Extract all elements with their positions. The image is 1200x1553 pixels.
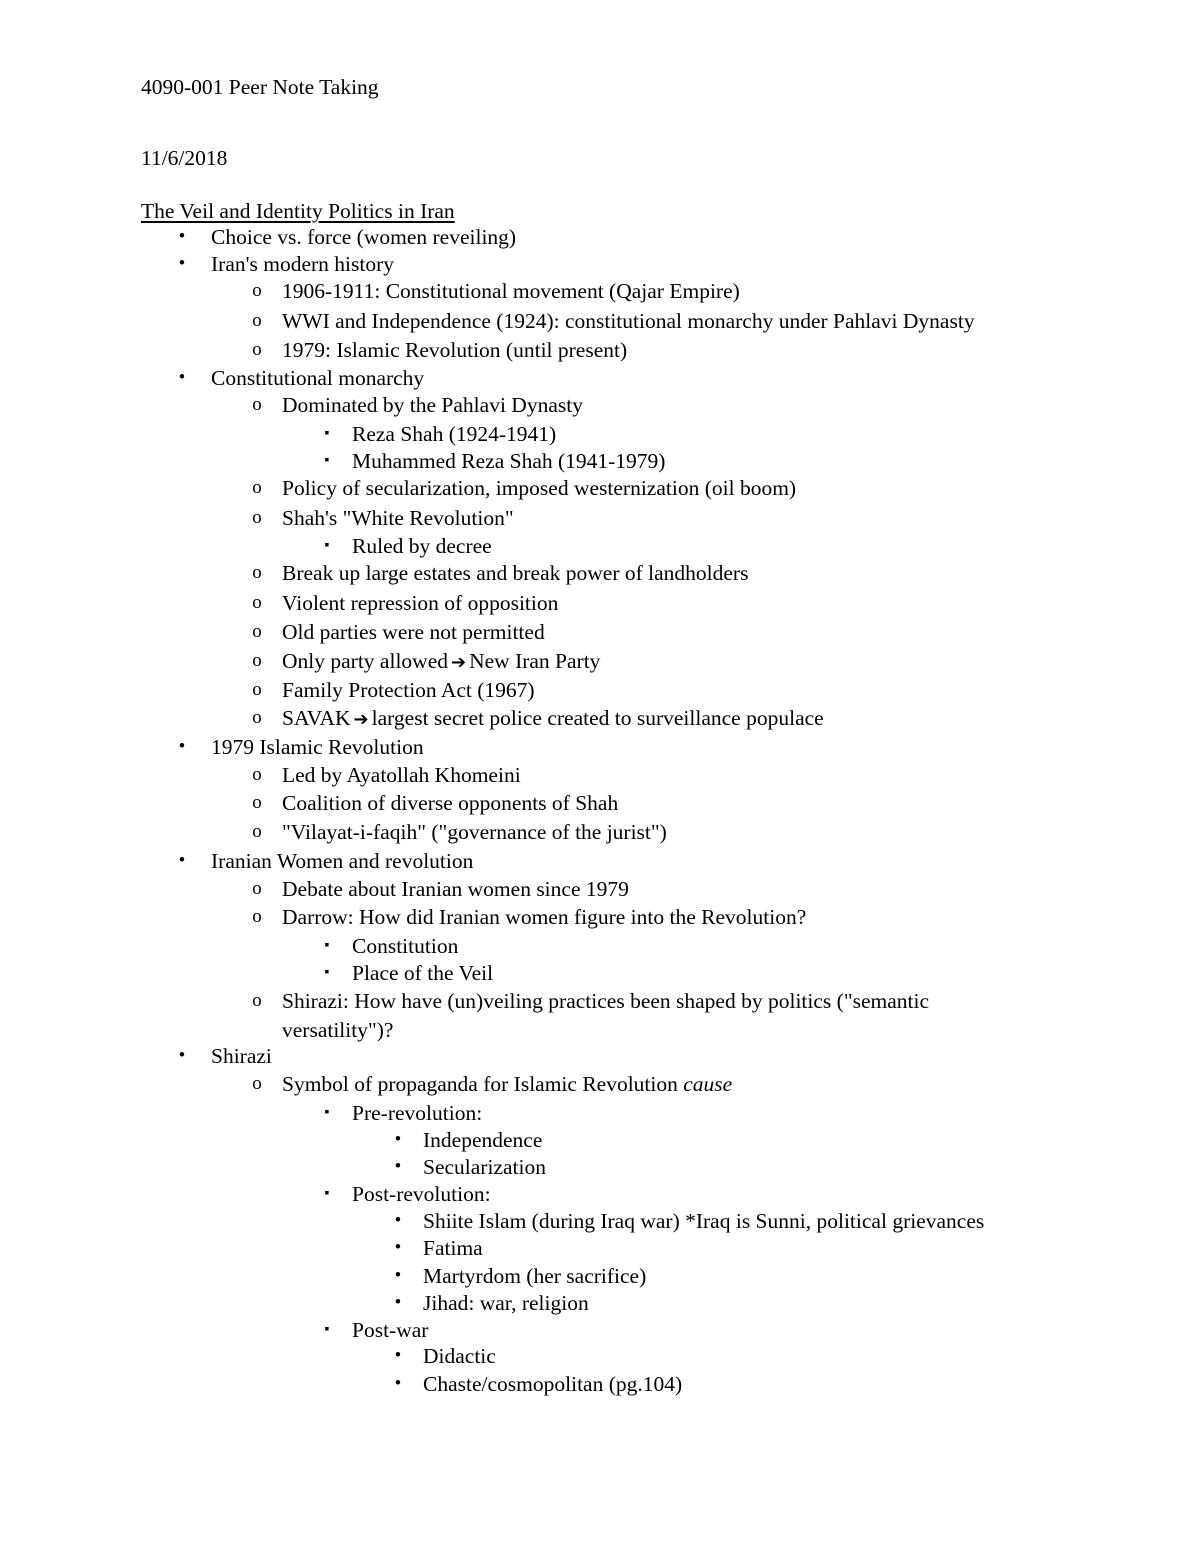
list-item-text: Post-revolution: <box>352 1182 491 1206</box>
list-item-text: Dominated by the Pahlavi Dynasty <box>282 393 583 417</box>
square-marker: ▪ <box>324 1322 330 1337</box>
circle-marker: o <box>252 679 262 700</box>
circle-marker: o <box>252 990 262 1011</box>
list-item-text: Shiite Islam (during Iraq war) *Iraq is Sunni, political grievances <box>423 1209 985 1233</box>
list-item-text: Jihad: war, religion <box>423 1291 589 1315</box>
bullet-marker: • <box>394 1129 402 1150</box>
list-item-text: Shah's "White Revolution" <box>282 506 514 530</box>
note-date: 11/6/2018 <box>141 146 228 170</box>
list-item-text: "Vilayat-i-faqih" ("governance of the jurist") <box>282 820 667 844</box>
list-item-text: Fatima <box>423 1236 483 1260</box>
list-item-text: Iranian Women and revolution <box>211 849 474 873</box>
list-item <box>252 618 545 646</box>
list-item <box>324 959 494 987</box>
course-heading: 4090-001 Peer Note Taking <box>141 75 379 99</box>
list-item <box>252 474 797 502</box>
list-item <box>324 447 666 475</box>
list-item-text: Choice vs. force (women reveiling) <box>211 225 517 249</box>
bullet-marker: • <box>394 1265 402 1286</box>
circle-marker: o <box>252 764 262 785</box>
list-item-text: New Iran Party <box>469 649 601 673</box>
list-item-text: Coalition of diverse opponents of Shah <box>282 791 619 815</box>
circle-marker: o <box>252 621 262 642</box>
bullet-marker: • <box>178 367 186 388</box>
circle-marker: o <box>252 339 262 360</box>
list-item-text: Break up large estates and break power of landholders <box>282 561 749 585</box>
bullet-marker: • <box>394 1237 402 1258</box>
list-item-text: Family Protection Act (1967) <box>282 678 535 702</box>
circle-marker: o <box>252 707 262 728</box>
square-marker: ▪ <box>324 426 330 441</box>
list-item <box>252 277 740 305</box>
bullet-marker: • <box>178 850 186 871</box>
list-item-text: largest secret police created to surveillance populace <box>371 706 824 730</box>
list-item-text: Constitutional monarchy <box>211 366 425 390</box>
list-item <box>394 1234 483 1262</box>
list-item <box>178 1042 272 1070</box>
circle-marker: o <box>252 821 262 842</box>
list-item-text: Only party allowed <box>282 649 448 673</box>
list-item <box>252 818 667 846</box>
circle-marker: o <box>252 394 262 415</box>
circle-marker: o <box>252 507 262 528</box>
list-item-text: Place of the Veil <box>352 961 494 985</box>
circle-marker: o <box>252 592 262 613</box>
list-item <box>178 847 474 875</box>
list-item-text: Secularization <box>423 1155 546 1179</box>
list-item-text: Iran's modern history <box>211 252 395 276</box>
circle-marker: o <box>252 1073 262 1094</box>
bullet-marker: • <box>394 1210 402 1231</box>
circle-marker: o <box>252 792 262 813</box>
list-item <box>252 1070 733 1098</box>
list-item-text: 1979 Islamic Revolution <box>211 735 424 759</box>
list-item-text: Martyrdom (her sacrifice) <box>423 1264 647 1288</box>
bullet-marker: • <box>178 1045 186 1066</box>
list-item-text: Constitution <box>352 934 459 958</box>
list-item-text: Policy of secularization, imposed westernization (oil boom) <box>282 476 797 500</box>
list-item <box>394 1153 546 1181</box>
list-item-text: Didactic <box>423 1344 496 1368</box>
bullet-marker: • <box>178 226 186 247</box>
right-arrow-icon: ➔ <box>451 652 467 673</box>
list-item <box>252 647 601 675</box>
list-item-text: Debate about Iranian women since 1979 <box>282 877 629 901</box>
list-item <box>324 932 459 960</box>
list-item <box>252 761 521 789</box>
list-item-text: WWI and Independence (1924): constitutional monarchy under Pahlavi Dynasty <box>282 309 975 333</box>
list-item <box>324 1180 491 1208</box>
list-item <box>178 250 395 278</box>
circle-marker: o <box>252 477 262 498</box>
list-item <box>252 504 514 532</box>
list-item-text: 1906-1911: Constitutional movement (Qajar Empire) <box>282 279 740 303</box>
circle-marker: o <box>252 310 262 331</box>
square-marker: ▪ <box>324 965 330 980</box>
bullet-marker: • <box>394 1156 402 1177</box>
list-item <box>324 532 492 560</box>
list-item <box>252 875 629 903</box>
bullet-marker: • <box>394 1373 402 1394</box>
list-item-text: Old parties were not permitted <box>282 620 545 644</box>
list-item-text: Independence <box>423 1128 543 1152</box>
list-item-text: Ruled by decree <box>352 534 492 558</box>
list-item-emphasis: cause <box>683 1072 733 1096</box>
list-item-text: 1979: Islamic Revolution (until present) <box>282 338 628 362</box>
list-item-text: Chaste/cosmopolitan (pg.104) <box>423 1372 683 1396</box>
notes-title: The Veil and Identity Politics in Iran <box>141 199 455 223</box>
list-item <box>394 1126 543 1154</box>
circle-marker: o <box>252 562 262 583</box>
bullet-marker: • <box>394 1292 402 1313</box>
list-item-text: Shirazi: How have (un)veiling practices been shaped by politics ("semantic <box>282 989 930 1013</box>
square-marker: ▪ <box>324 1105 330 1120</box>
list-item <box>324 1316 429 1344</box>
list-item <box>394 1342 496 1370</box>
list-item-text: Reza Shah (1924-1941) <box>352 422 557 446</box>
list-item <box>394 1262 647 1290</box>
list-item-text: Symbol of propaganda for Islamic Revolution <box>282 1072 678 1096</box>
list-item <box>394 1370 683 1398</box>
list-item-text: Muhammed Reza Shah (1941-1979) <box>352 449 666 473</box>
list-item <box>252 391 583 419</box>
circle-marker: o <box>252 906 262 927</box>
list-item-text: Darrow: How did Iranian women figure into the Revolution? <box>282 905 807 929</box>
list-item <box>252 987 930 1015</box>
list-item-text: Shirazi <box>211 1044 272 1068</box>
list-item <box>178 364 425 392</box>
list-item <box>252 789 619 817</box>
list-item <box>178 223 517 251</box>
list-item <box>324 420 557 448</box>
right-arrow-icon: ➔ <box>353 709 369 730</box>
list-item <box>394 1207 985 1235</box>
list-item <box>394 1289 589 1317</box>
bullet-marker: • <box>394 1345 402 1366</box>
circle-marker: o <box>252 878 262 899</box>
bullet-marker: • <box>178 253 186 274</box>
square-marker: ▪ <box>324 453 330 468</box>
list-item-text: Post-war <box>352 1318 429 1342</box>
square-marker: ▪ <box>324 538 330 553</box>
list-item-text: Led by Ayatollah Khomeini <box>282 763 521 787</box>
list-item <box>178 733 424 761</box>
list-item-continuation: versatility")? <box>282 1018 394 1042</box>
bullet-marker: • <box>178 736 186 757</box>
list-item <box>252 589 559 617</box>
list-item <box>252 903 807 931</box>
square-marker: ▪ <box>324 1186 330 1201</box>
list-item <box>324 1099 483 1127</box>
list-item-text: SAVAK <box>282 706 351 730</box>
list-item-text: Violent repression of opposition <box>282 591 559 615</box>
list-item <box>252 704 824 732</box>
square-marker: ▪ <box>324 938 330 953</box>
list-item <box>252 307 975 335</box>
circle-marker: o <box>252 280 262 301</box>
list-item-text: Pre-revolution: <box>352 1101 483 1125</box>
circle-marker: o <box>252 650 262 671</box>
list-item <box>252 676 535 704</box>
list-item <box>252 559 749 587</box>
list-item <box>252 336 628 364</box>
